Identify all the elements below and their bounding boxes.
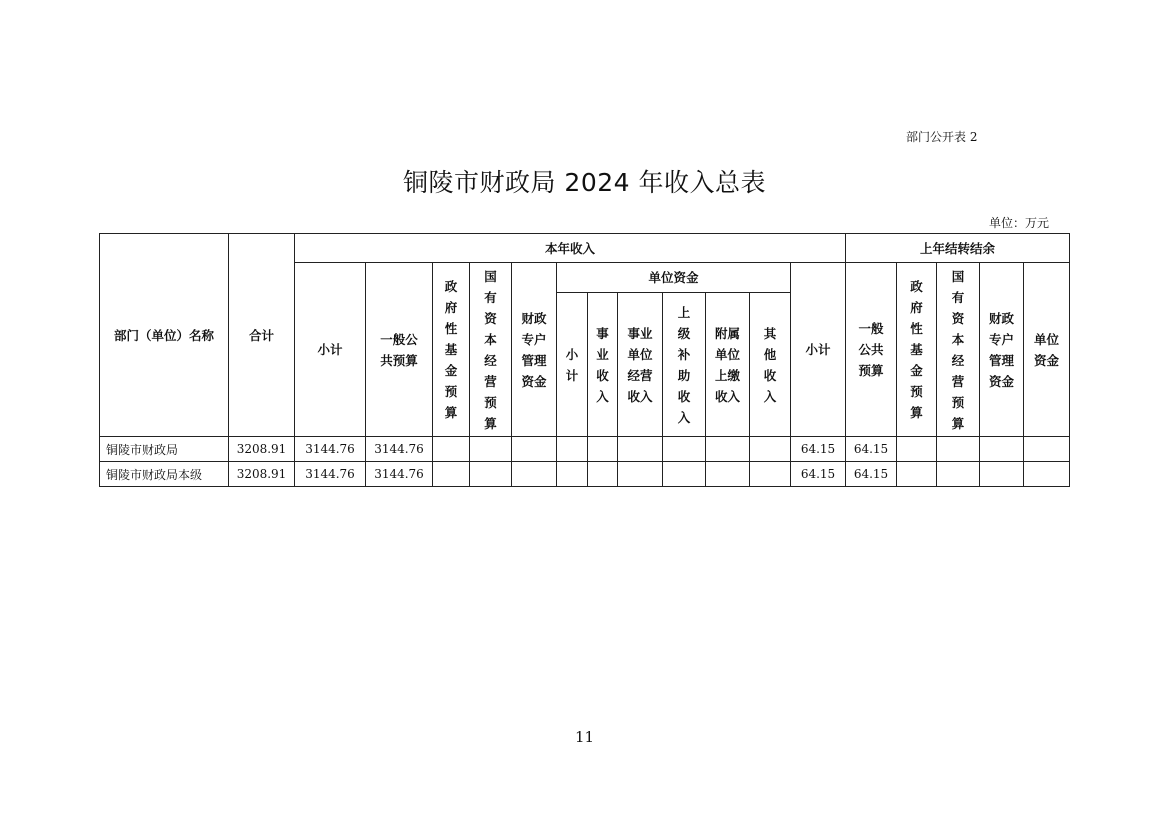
header-state-capital: 国有资本经营预算 — [470, 263, 512, 437]
cell-general-budget: 3144.76 — [366, 462, 433, 487]
cell-subtotal: 3144.76 — [295, 462, 366, 487]
cell-prev-gov-fund — [897, 462, 937, 487]
header-prev-state-capital: 国有资本经营预算 — [937, 263, 980, 437]
cell-prev-general: 64.15 — [846, 462, 897, 487]
header-prev-gov-fund: 政府性基金预算 — [897, 263, 937, 437]
page-title: 铜陵市财政局 2024 年收入总表 — [402, 168, 767, 197]
header-prev-subtotal: 小计 — [791, 263, 846, 437]
header-current-year-income: 本年收入 — [295, 234, 846, 263]
table-row — [100, 437, 1070, 462]
cell-uf-affiliated — [706, 462, 750, 487]
cell-prev-state-capital — [937, 462, 980, 487]
cell-uf-business — [588, 462, 618, 487]
cell-prev-general: 64.15 — [846, 437, 897, 462]
cell-state-capital — [470, 462, 512, 487]
cell-prev-state-capital — [937, 437, 980, 462]
cell-prev-fiscal-special — [980, 462, 1024, 487]
header-total: 合计 — [229, 234, 295, 437]
table-row — [100, 462, 1070, 487]
cell-general-budget: 3144.76 — [366, 437, 433, 462]
header-uf-other: 其他收入 — [750, 293, 791, 437]
page-number: 11 — [574, 728, 595, 746]
cell-gov-fund — [433, 462, 470, 487]
cell-uf-other — [750, 462, 791, 487]
cell-uf-business — [588, 437, 618, 462]
cell-total: 3208.91 — [229, 462, 295, 487]
header-fiscal-special: 财政专户管理资金 — [512, 263, 557, 437]
header-uf-affiliated: 附属单位上缴收入 — [706, 293, 750, 437]
header-subtotal: 小计 — [295, 263, 366, 437]
header-general-budget: 一般公共预算 — [366, 263, 433, 437]
cell-state-capital — [470, 437, 512, 462]
cell-uf-subtotal — [557, 462, 588, 487]
cell-gov-fund — [433, 437, 470, 462]
cell-uf-subsidy — [663, 462, 706, 487]
header-prev-carryover: 上年结转结余 — [846, 234, 1070, 263]
header-uf-operating: 事业单位经营收入 — [618, 293, 663, 437]
header-prev-fiscal-special: 财政专户管理资金 — [980, 263, 1024, 437]
header-prev-general: 一般公共预算 — [846, 263, 897, 437]
cell-uf-subsidy — [663, 437, 706, 462]
header-uf-subtotal: 小计 — [557, 293, 588, 437]
cell-dept-name: 铜陵市财政局本级 — [100, 462, 229, 487]
cell-fiscal-special — [512, 437, 557, 462]
cell-uf-other — [750, 437, 791, 462]
income-summary-table — [99, 233, 1070, 487]
table-code: 部门公开表 2 — [906, 130, 978, 144]
cell-uf-operating — [618, 437, 663, 462]
cell-total: 3208.91 — [229, 437, 295, 462]
cell-uf-affiliated — [706, 437, 750, 462]
header-prev-unit-funds: 单位资金 — [1024, 263, 1070, 437]
cell-prev-subtotal: 64.15 — [791, 462, 846, 487]
header-uf-subsidy: 上级补助收入 — [663, 293, 706, 437]
cell-uf-operating — [618, 462, 663, 487]
cell-prev-subtotal: 64.15 — [791, 437, 846, 462]
header-uf-business: 事业收入 — [588, 293, 618, 437]
header-unit-funds: 单位资金 — [557, 263, 791, 293]
cell-prev-gov-fund — [897, 437, 937, 462]
header-gov-fund: 政府性基金预算 — [433, 263, 470, 437]
cell-subtotal: 3144.76 — [295, 437, 366, 462]
cell-prev-unit-funds — [1024, 437, 1070, 462]
cell-uf-subtotal — [557, 437, 588, 462]
cell-dept-name: 铜陵市财政局 — [100, 437, 229, 462]
header-row-1 — [100, 234, 1070, 263]
cell-prev-fiscal-special — [980, 437, 1024, 462]
cell-prev-unit-funds — [1024, 462, 1070, 487]
cell-fiscal-special — [512, 462, 557, 487]
header-dept-name: 部门（单位）名称 — [100, 234, 229, 437]
unit-label: 单位：万元 — [989, 216, 1050, 230]
